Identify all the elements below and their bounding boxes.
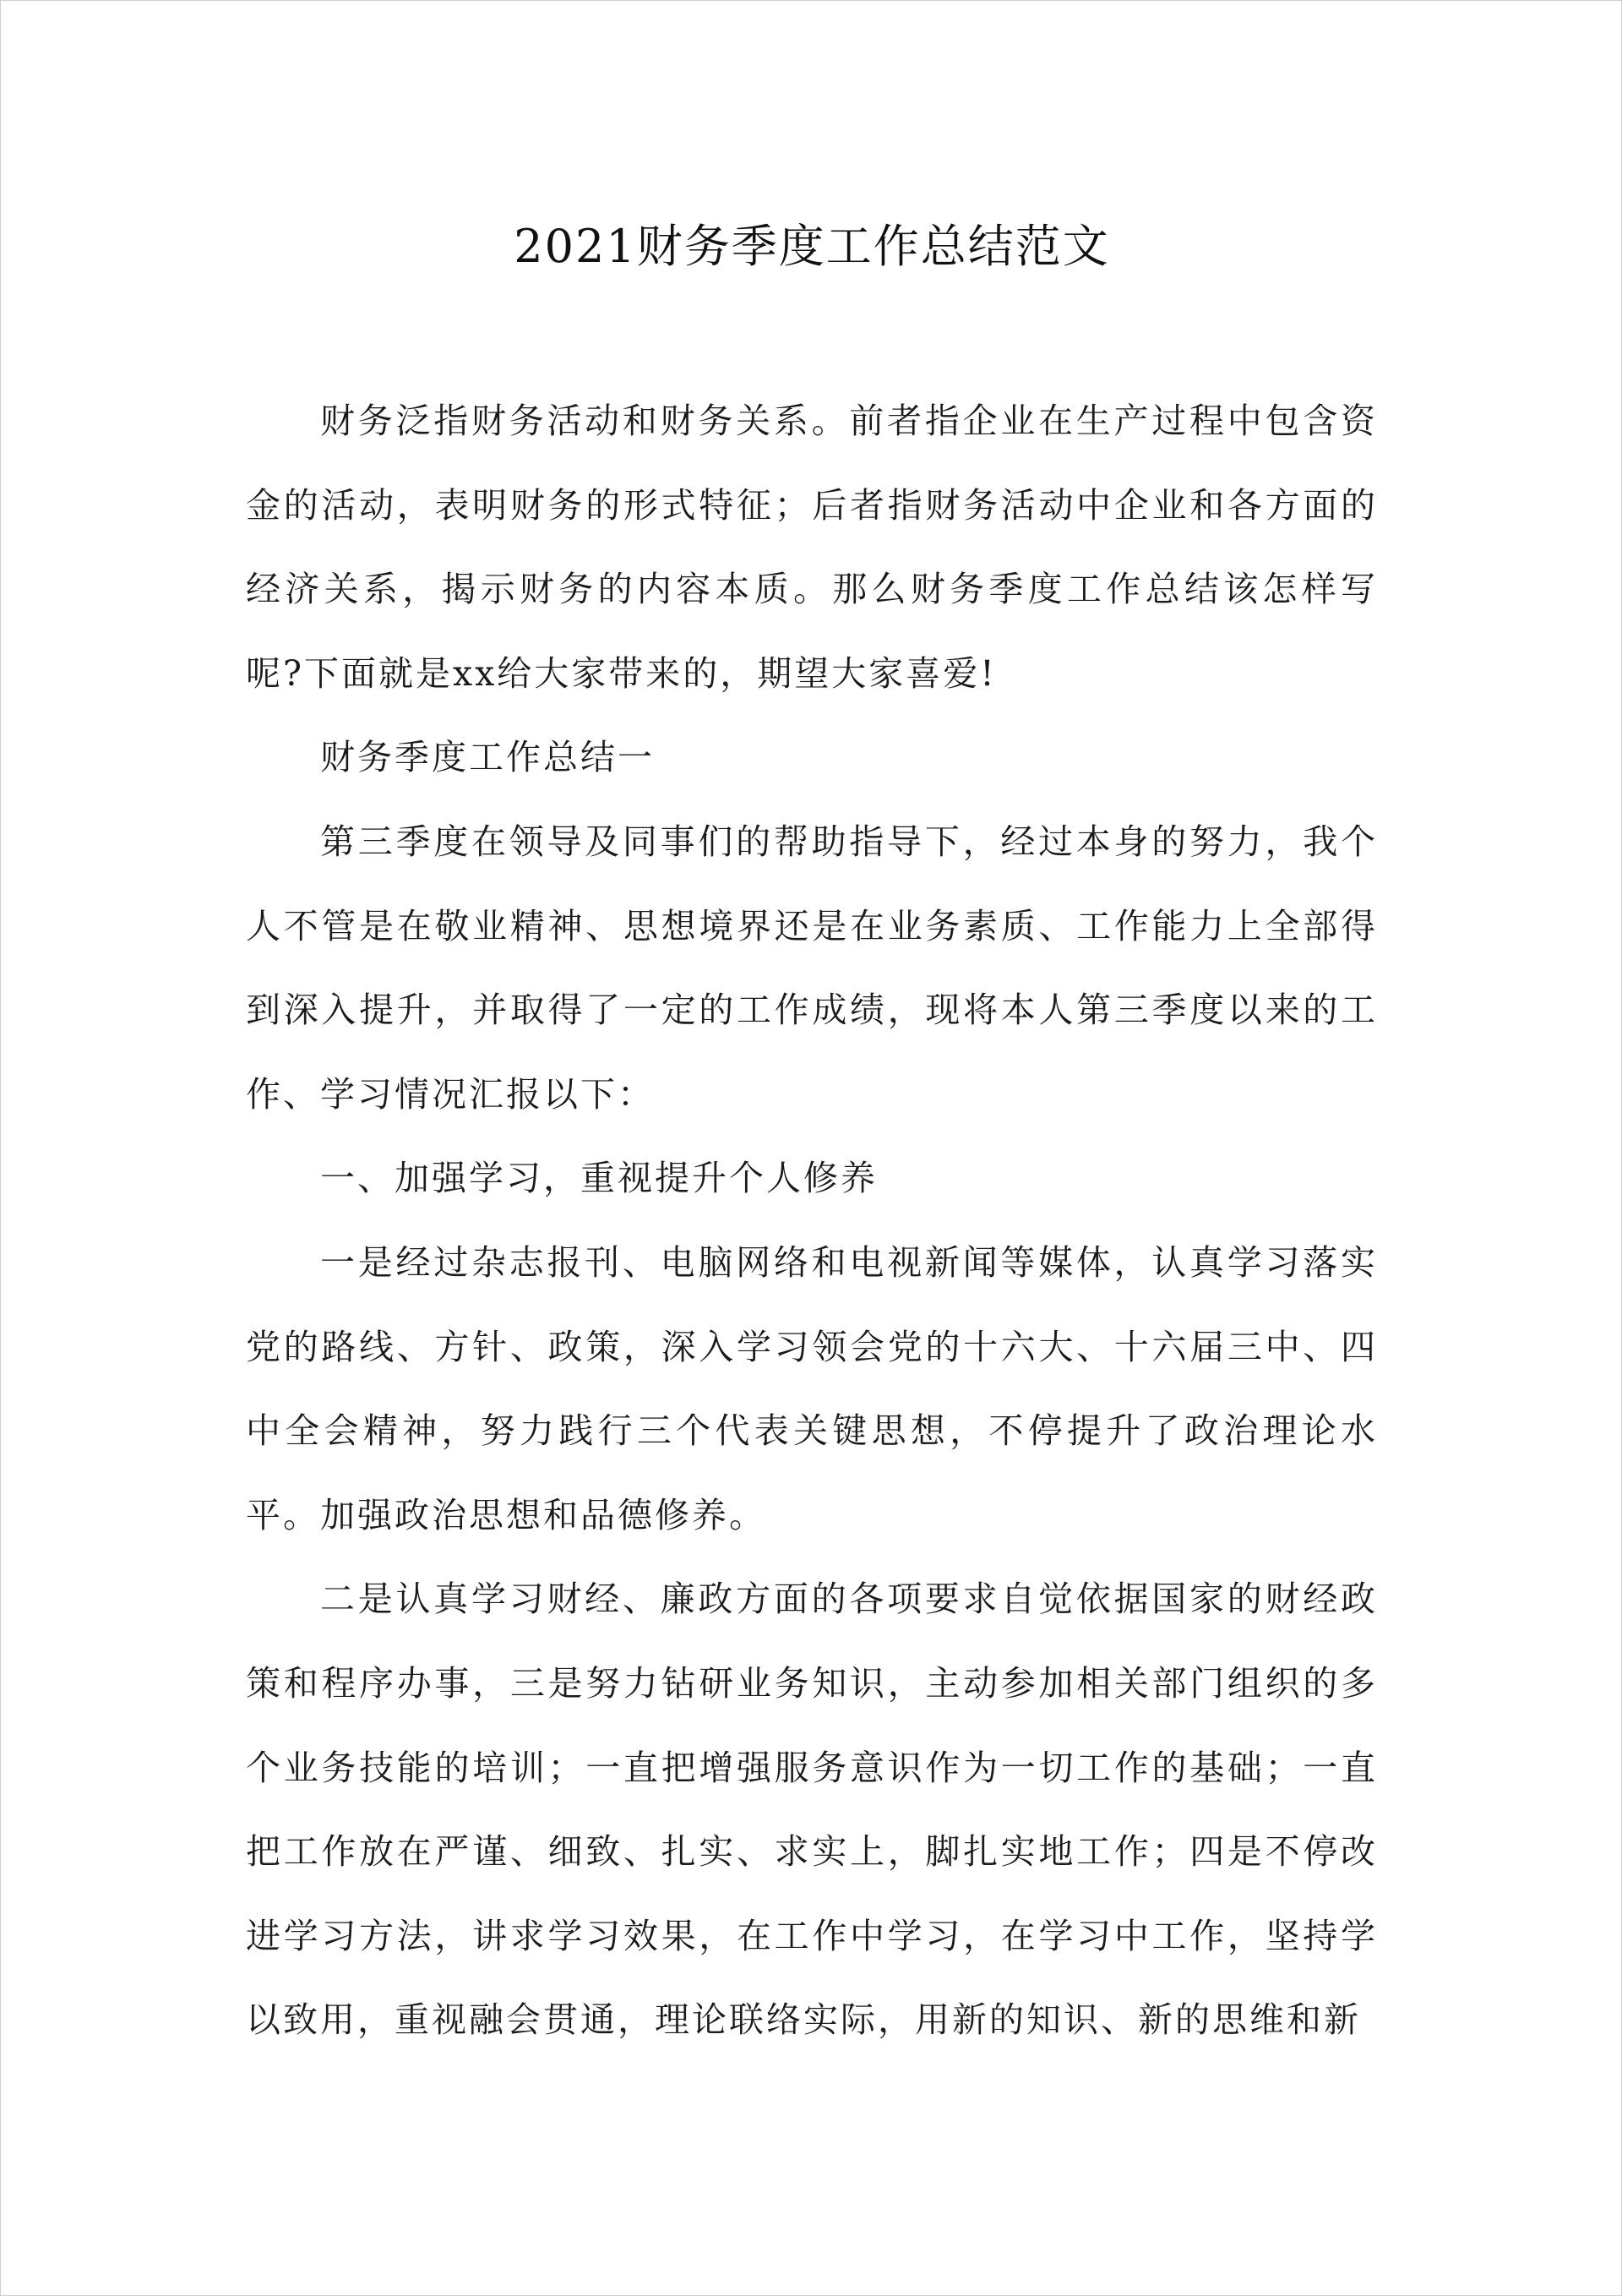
body-paragraph: 第三季度在领导及同事们的帮助指导下，经过本身的努力，我个人不管是在敬业精神、思想境界还是在业务素质、工作能力上全部得到深入提升，并取得了一定的工作成绩，现将本人第三季度以来的工作、学习情况汇报以下： bbox=[246, 821, 1378, 1115]
section-heading: 财务季度工作总结一 bbox=[320, 737, 655, 778]
body-paragraph: 二是认真学习财经、廉政方面的各项要求自觉依据国家的财经政策和程序办事，三是努力钻研业务知识，主动参加相关部门组织的多个业务技能的培训；一直把增强服务意识作为一切工作的基础；一直把工作放在严谨、细致、扎实、求实上，脚扎实地工作；四是不停改进学习方法，讲求学习效果，在工作中学习，在学习中工作，坚持学以致用，重视融会贯通，理论联络实际，用新的知识、新的思维和新 bbox=[246, 1579, 1378, 2041]
subsection-heading: 一、加强学习，重视提升个人修养 bbox=[320, 1158, 878, 1199]
document-body bbox=[246, 379, 1378, 2063]
document-title: 2021财务季度工作总结范文 bbox=[514, 220, 1110, 273]
intro-paragraph: 财务泛指财务活动和财务关系。前者指企业在生产过程中包含资金的活动，表明财务的形式特征；后者指财务活动中企业和各方面的经济关系，揭示财务的内容本质。那么财务季度工作总结该怎样写呢?下面就是xx给大家带来的，期望大家喜爱! bbox=[246, 401, 1378, 694]
body-paragraph: 一是经过杂志报刊、电脑网络和电视新闻等媒体，认真学习落实党的路线、方针、政策，深入学习领会党的十六大、十六届三中、四中全会精神，努力践行三个代表关键思想，不停提升了政治理论水平。加强政治思想和品德修养。 bbox=[246, 1241, 1378, 1535]
